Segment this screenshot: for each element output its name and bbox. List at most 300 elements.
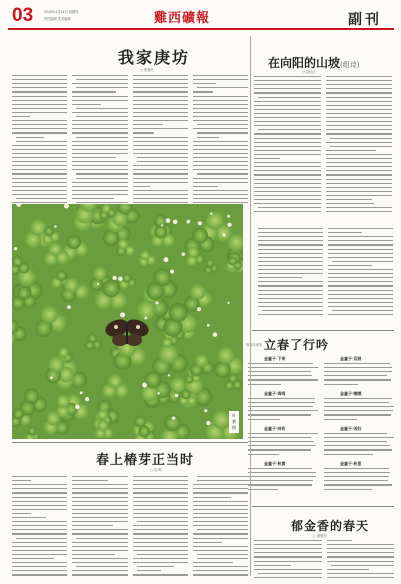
text-line: [324, 445, 390, 446]
text-line: [16, 198, 67, 199]
text-line: [324, 367, 392, 368]
text-line: [248, 472, 316, 473]
article-title: 翰墨风雅集 立春了行吟: [246, 338, 329, 352]
text-line: [328, 232, 362, 233]
text-line: [254, 162, 321, 163]
text-line: [254, 191, 321, 192]
text-line: [248, 402, 315, 403]
text-line: [324, 379, 391, 380]
section-name: 副刊: [348, 12, 382, 28]
flower-dot: [155, 301, 158, 304]
poem-subheader: 金童子·双照: [340, 356, 362, 361]
text-line: [12, 120, 67, 121]
text-line: [193, 91, 213, 92]
text-line: [72, 124, 127, 125]
text-line: [193, 165, 248, 166]
flower-dot: [172, 417, 175, 420]
text-line: [133, 145, 188, 146]
text-line: [258, 273, 323, 274]
text-line: [248, 476, 316, 477]
text-line: [72, 128, 127, 129]
text-line: [326, 154, 393, 155]
text-line: [197, 87, 248, 88]
text-line: [254, 138, 321, 139]
text-line: [254, 561, 322, 562]
text-line: [326, 84, 393, 85]
flower-dot: [97, 283, 99, 285]
text-line: [193, 521, 248, 522]
text-line: [72, 558, 127, 559]
flower-dot: [14, 247, 17, 250]
text-line: [12, 554, 67, 555]
text-line: [258, 265, 323, 266]
text-line: [72, 492, 127, 493]
text-line: [258, 302, 323, 303]
text-line: [193, 497, 231, 498]
text-line: [328, 302, 393, 303]
text-line: [326, 92, 393, 93]
text-line: [72, 546, 127, 547]
article-byline: □ 张晨光: [140, 68, 154, 72]
text-line: [193, 186, 218, 187]
text-line: [326, 121, 393, 122]
text-line: [193, 525, 248, 526]
page-number: 03: [12, 5, 34, 26]
text-line: [193, 509, 248, 510]
text-line: [133, 562, 188, 563]
text-line: [193, 149, 248, 150]
text-line: [324, 419, 357, 420]
text-line: [326, 150, 377, 151]
text-line: [72, 198, 113, 199]
text-line: [72, 525, 112, 526]
text-line: [326, 133, 393, 134]
text-line: [328, 244, 393, 245]
text-line: [133, 108, 188, 109]
text-line: [133, 132, 155, 133]
text-line: [258, 249, 323, 250]
flower-dot: [206, 421, 210, 425]
text-line: [193, 96, 248, 97]
text-line: [72, 529, 127, 530]
flower-dot: [166, 218, 171, 223]
text-line: [197, 480, 248, 481]
text-line: [12, 550, 67, 551]
text-line: [72, 104, 101, 105]
flower-dot: [204, 409, 207, 412]
text-line: [324, 472, 390, 473]
text-line: [327, 569, 370, 570]
text-line: [328, 253, 393, 254]
text-line: [254, 565, 291, 566]
text-line: [327, 577, 395, 578]
poem-column: [258, 228, 393, 318]
text-line: [248, 484, 312, 485]
text-line: [12, 488, 67, 489]
text-line: [133, 546, 188, 547]
text-line: [326, 117, 393, 118]
flower-dot: [170, 270, 174, 274]
text-line: [193, 161, 248, 162]
text-line: [133, 87, 188, 88]
text-line: [248, 449, 311, 450]
text-line: [72, 132, 127, 133]
text-line: [258, 298, 323, 299]
text-line: [76, 178, 127, 179]
text-line: [193, 178, 248, 179]
text-line: [254, 199, 321, 200]
text-line: [254, 80, 321, 81]
text-line: [248, 419, 280, 420]
text-line: [133, 104, 188, 105]
text-line: [248, 371, 311, 372]
text-line: [133, 96, 188, 97]
text-line: [12, 194, 67, 195]
text-line: [254, 154, 321, 155]
text-line: [12, 525, 67, 526]
flower-dot: [207, 324, 210, 327]
text-line: [254, 158, 280, 159]
text-line: [332, 261, 393, 262]
text-line: [16, 137, 44, 138]
text-line: [137, 157, 188, 158]
text-line: [254, 556, 322, 557]
text-line: [72, 169, 127, 170]
text-line: [133, 484, 188, 485]
date-line: 2016年4月14日 星期四: [44, 10, 79, 14]
text-line: [328, 306, 393, 307]
text-line: [258, 228, 323, 229]
article-body: [12, 75, 248, 205]
text-line: [72, 161, 127, 162]
text-line: [12, 182, 67, 183]
text-line: [72, 145, 127, 146]
text-line: [193, 513, 248, 514]
text-line: [12, 108, 67, 109]
text-line: [193, 104, 248, 105]
text-line: [72, 509, 127, 510]
text-line: [193, 570, 248, 571]
text-line: [254, 142, 321, 143]
text-line: [133, 525, 188, 526]
flower-dot: [198, 221, 202, 225]
text-line: [133, 497, 188, 498]
text-line: [72, 533, 127, 534]
article-byline: □ 夏维东: [313, 534, 327, 538]
text-line: [193, 120, 248, 121]
text-line: [72, 112, 127, 113]
text-line: [133, 169, 188, 170]
flower-dot: [197, 307, 201, 311]
text-line: [254, 101, 321, 102]
text-line: [254, 121, 321, 122]
text-line: [133, 542, 188, 543]
text-line: [248, 441, 314, 442]
text-line: [328, 240, 393, 241]
text-line: [193, 153, 248, 154]
text-line: [193, 574, 248, 575]
text-line: [248, 406, 313, 407]
text-line: [324, 484, 392, 485]
text-line: [328, 281, 393, 282]
text-line: [258, 244, 323, 245]
text-line: [72, 182, 127, 183]
text-line: [12, 484, 67, 485]
text-line: [193, 182, 248, 183]
text-line: [133, 75, 188, 76]
text-line: [12, 505, 67, 506]
text-line: [133, 79, 188, 80]
text-line: [133, 476, 188, 477]
text-line: [324, 489, 372, 490]
text-line: [12, 124, 67, 125]
text-line: [258, 294, 323, 295]
flower-dot: [120, 312, 125, 317]
text-line: [72, 554, 115, 555]
text-line: [193, 538, 248, 539]
text-line: [326, 113, 393, 114]
text-line: [326, 101, 393, 102]
text-line: [12, 186, 67, 187]
text-line: [12, 173, 67, 174]
text-line: [193, 116, 248, 117]
flower-dot: [227, 215, 230, 218]
text-line: [327, 552, 395, 553]
text-line: [254, 117, 321, 118]
flower-dot: [50, 377, 53, 380]
text-line: [133, 513, 188, 514]
text-line: [12, 513, 31, 514]
text-line: [328, 294, 393, 295]
text-line: [72, 517, 127, 518]
text-line: [72, 141, 127, 142]
text-line: [193, 492, 248, 493]
text-line: [133, 550, 188, 551]
text-line: [254, 195, 321, 196]
text-line: [76, 173, 127, 174]
text-line: [72, 574, 127, 575]
flower-photo: [12, 204, 243, 439]
text-line: [193, 542, 222, 543]
text-line: [248, 433, 318, 434]
text-line: [72, 542, 127, 543]
text-line: [72, 149, 127, 150]
text-line: [12, 542, 67, 543]
text-line: [12, 91, 67, 92]
text-line: [72, 120, 127, 121]
poem-subheader: 金童子·下来: [264, 356, 286, 361]
text-line: [133, 112, 188, 113]
text-line: [12, 497, 67, 498]
text-line: [327, 556, 395, 557]
text-line: [12, 104, 67, 105]
text-line: [326, 129, 393, 130]
text-line: [12, 562, 67, 563]
text-line: [324, 437, 394, 438]
text-line: [327, 573, 395, 574]
flower-dot: [144, 317, 147, 320]
divider: [252, 506, 394, 507]
text-line: [254, 187, 321, 188]
text-line: [12, 83, 67, 84]
article-title: 郁金香的春天: [291, 519, 370, 533]
flower-dot: [54, 225, 56, 227]
text-line: [193, 566, 248, 567]
text-line: [326, 142, 393, 143]
article-title: 春上椿芽正当时: [96, 453, 195, 468]
text-line: [133, 480, 188, 481]
text-line: [254, 179, 321, 180]
text-line: [133, 186, 151, 187]
text-line: [193, 533, 248, 534]
text-line: [254, 540, 322, 541]
text-line: [254, 133, 321, 134]
text-line: [258, 277, 302, 278]
text-line: [326, 183, 393, 184]
flower-dot: [75, 405, 80, 410]
text-line: [326, 211, 393, 212]
text-line: [324, 480, 388, 481]
text-line: [76, 108, 127, 109]
text-line: [133, 501, 188, 502]
text-line: [72, 100, 127, 101]
text-line: [137, 570, 161, 571]
text-line: [133, 91, 188, 92]
text-line: [254, 125, 321, 126]
editor-line: 责任编辑 美术编辑: [44, 17, 71, 21]
text-line: [326, 207, 393, 208]
text-line: [12, 492, 67, 493]
text-line: [328, 285, 393, 286]
poem-subheader: 金童子·秋里: [340, 461, 362, 466]
text-line: [328, 249, 393, 250]
text-line: [12, 128, 67, 129]
text-line: [12, 145, 67, 146]
text-line: [254, 577, 322, 578]
text-line: [330, 138, 393, 139]
text-line: [258, 306, 323, 307]
text-line: [72, 190, 127, 191]
text-line: [193, 484, 248, 485]
text-line: [193, 100, 248, 101]
text-line: [328, 290, 393, 291]
text-line: [324, 406, 394, 407]
text-line: [12, 509, 67, 510]
text-line: [332, 310, 393, 311]
text-line: [254, 552, 322, 553]
article-byline: □ 赵红巨: [302, 70, 316, 74]
text-line: [326, 88, 393, 89]
flower-dot: [186, 220, 190, 224]
text-line: [326, 80, 393, 81]
text-line: [258, 257, 323, 258]
text-line: [254, 174, 321, 175]
text-line: [258, 281, 323, 282]
text-line: [133, 141, 188, 142]
text-line: [193, 198, 248, 199]
text-line: [12, 566, 67, 567]
text-line: [72, 165, 127, 166]
photo-caption: 叶 赛 摄: [229, 411, 239, 433]
text-line: [76, 538, 127, 539]
text-line: [12, 112, 67, 113]
text-line: [324, 476, 389, 477]
text-line: [72, 96, 127, 97]
text-line: [258, 232, 323, 233]
article-title: 我家庚坊: [118, 48, 191, 67]
text-line: [193, 157, 248, 158]
text-line: [327, 540, 352, 541]
text-line: [12, 574, 67, 575]
text-line: [12, 476, 67, 477]
text-line: [327, 548, 395, 549]
flower-dot: [112, 276, 116, 280]
header-rule: [8, 28, 394, 30]
divider: [252, 330, 394, 331]
text-line: [248, 414, 311, 415]
text-line: [254, 105, 321, 106]
text-line: [133, 137, 188, 138]
article-title: 在向阳的山坡(组诗): [268, 56, 360, 70]
text-line: [327, 544, 395, 545]
text-line: [324, 414, 391, 415]
text-line: [193, 546, 248, 547]
text-line: [326, 170, 393, 171]
text-line: [133, 190, 188, 191]
text-line: [76, 137, 127, 138]
text-line: [72, 488, 127, 489]
text-line: [133, 149, 188, 150]
text-line: [254, 548, 322, 549]
text-line: [133, 505, 188, 506]
text-line: [193, 517, 248, 518]
text-line: [72, 194, 127, 195]
text-line: [72, 480, 108, 481]
text-line: [254, 76, 321, 77]
text-line: [133, 153, 188, 154]
text-line: [193, 145, 248, 146]
text-line: [12, 190, 67, 191]
text-line: [12, 169, 67, 170]
text-line: [258, 285, 323, 286]
text-line: [324, 433, 387, 434]
text-line: [330, 146, 393, 147]
text-line: [12, 501, 67, 502]
text-line: [197, 124, 248, 125]
text-line: [133, 533, 188, 534]
text-line: [16, 141, 67, 142]
text-line: [193, 190, 248, 191]
text-line: [193, 141, 248, 142]
poem-subheader: 金童子·闲妇: [340, 426, 362, 431]
text-line: [248, 480, 313, 481]
divider: [12, 442, 248, 443]
text-line: [16, 538, 67, 539]
article-body: [254, 540, 394, 580]
text-line: [324, 371, 392, 372]
text-line: [248, 454, 279, 455]
text-line: [324, 363, 390, 364]
text-line: [258, 240, 323, 241]
text-line: [12, 533, 67, 534]
text-line: [12, 546, 67, 547]
text-line: [72, 83, 127, 84]
text-line: [137, 521, 188, 522]
text-line: [197, 137, 219, 138]
text-line: [254, 109, 321, 110]
text-line: [324, 375, 387, 376]
divider: [250, 36, 251, 576]
